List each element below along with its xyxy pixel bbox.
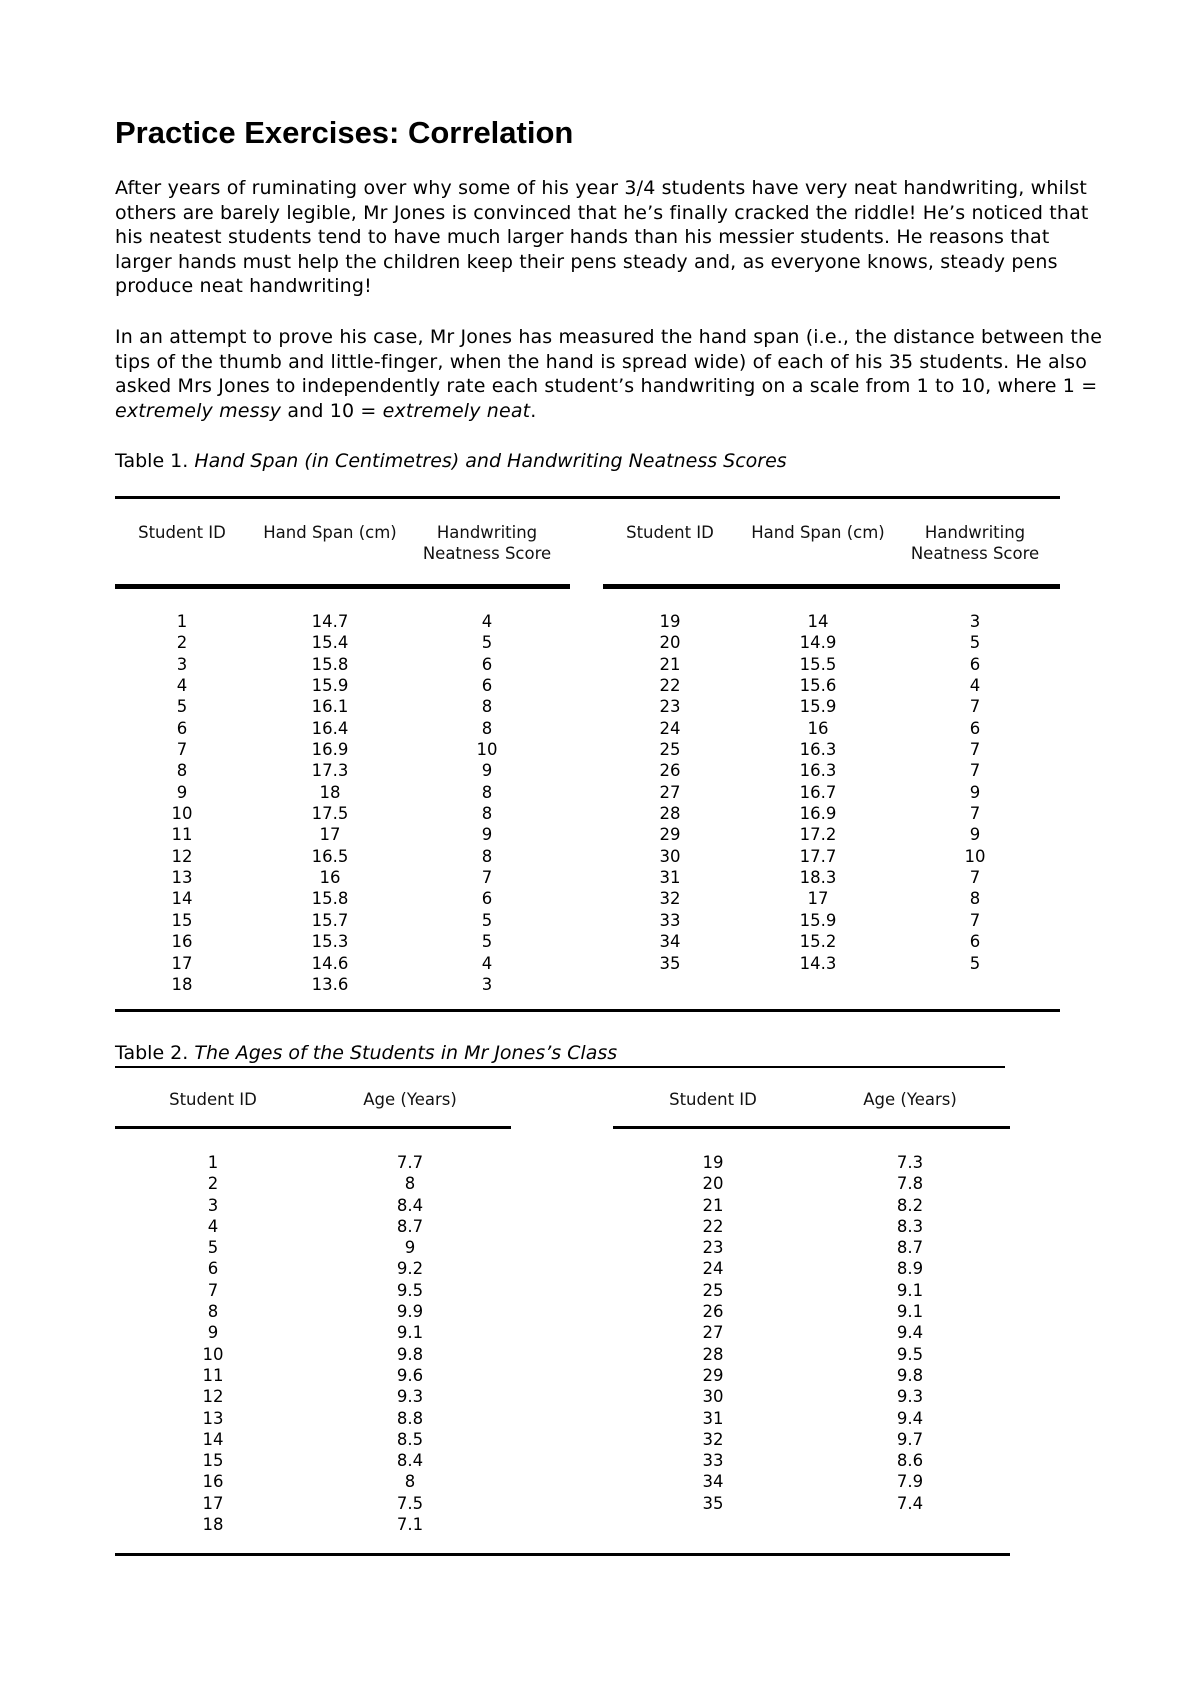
table1-left-hand-span-column (290, 611, 370, 995)
table2-left-id-cell: 7 (207, 1280, 219, 1300)
table2-right-id-cell: 34 (702, 1472, 724, 1492)
table2-left-id-cell: 13 (202, 1408, 224, 1428)
table2-left-age-cell: 9.6 (396, 1365, 424, 1385)
table1-right-id-cell: 27 (659, 782, 681, 802)
table2-right-id-cell: 27 (702, 1323, 724, 1343)
table2-left-id-cell: 12 (202, 1387, 224, 1407)
table1-left-header-neatness (407, 522, 567, 564)
table1-left-hand-span-cell: 15.8 (311, 889, 349, 909)
table2-right-id-cell: 29 (702, 1365, 724, 1385)
table1-left-neatness-cell: 8 (481, 782, 493, 802)
table1-right-hand-span-cell: 14.3 (799, 953, 837, 973)
table2-right-age-cell: 9.8 (896, 1365, 924, 1385)
table2-right-age-cell: 8.6 (896, 1451, 924, 1471)
table2-right-header-rule (613, 1126, 1010, 1129)
method-end: . (530, 399, 537, 422)
scale-low-label: extremely messy (115, 399, 282, 422)
table1-left-id-cell: 8 (176, 761, 188, 781)
table1-right-neatness-cell: 6 (969, 718, 981, 738)
neatness-header-line1: Handwriting (436, 523, 538, 542)
method-text: In an attempt to prove his case, Mr Jones has measured the hand span (i.e., the distance between the tips of the thumb and little-finger, when the hand is spread wide) of each of his 35 students. He also asked Mrs Jones to independently rate each student’s handwriting on a scale from 1 to 10, where 1 = (115, 326, 1103, 398)
table1-left-id-cell: 16 (171, 932, 193, 952)
table1-right-id-cell: 19 (659, 612, 681, 631)
table2-left-age-cell: 8 (404, 1472, 416, 1492)
table2-left-id-cell: 10 (202, 1344, 224, 1364)
table1-title: Hand Span (in Centimetres) and Handwriting Neatness Scores (194, 450, 787, 472)
table1-right-id-cell: 30 (659, 846, 681, 866)
table1-left-hand-span-cell: 16.4 (311, 718, 349, 738)
table1-left-header-hand-span: Hand Span (cm) (263, 523, 397, 542)
table2-left-age-cell: 7.1 (396, 1515, 424, 1535)
table2-right-id-cell: 25 (702, 1280, 724, 1300)
table2-right-id-cell: 33 (702, 1451, 724, 1471)
table1-right-header-neatness (895, 522, 1055, 564)
table1-left-id-cell: 4 (176, 676, 188, 696)
page-title: Practice Exercises: Correlation (115, 115, 574, 150)
table2-right-header-student-id: Student ID (669, 1090, 757, 1109)
table1-left-hand-span-cell: 16 (319, 868, 341, 888)
table1-left-id-cell: 6 (176, 718, 188, 738)
table2-left-id-cell: 2 (207, 1174, 219, 1194)
table2-right-age-cell: 7.8 (896, 1174, 924, 1194)
table1-right-id-cell: 22 (659, 676, 681, 696)
table1-right-id-cell: 24 (659, 718, 681, 738)
table1-right-hand-span-cell: 14.9 (799, 633, 837, 653)
table1-right-neatness-cell: 9 (969, 782, 981, 802)
table1-right-neatness-cell: 6 (969, 654, 981, 674)
table1-left-id-cell: 3 (176, 654, 188, 674)
table1-right-header-hand-span: Hand Span (cm) (751, 523, 885, 542)
table1-right-hand-span-cell: 18.3 (799, 868, 837, 888)
table1-left-id-cell: 18 (171, 974, 193, 994)
table1-left-id-cell: 10 (171, 804, 193, 824)
table2-caption (115, 1040, 1005, 1068)
table1-right-header-student-id: Student ID (626, 523, 714, 542)
table1-right-neatness-column (935, 611, 1015, 974)
method-connector: and 10 = (281, 399, 383, 422)
table2-left-age-cell: 9.2 (396, 1259, 424, 1279)
table2-left-age-cell: 9.1 (396, 1323, 424, 1343)
table2-right-id-cell: 19 (702, 1153, 724, 1172)
table1-left-hand-span-cell: 13.6 (311, 974, 349, 994)
table1-left-neatness-cell: 5 (481, 910, 493, 930)
table1-left-hand-span-cell: 17 (319, 825, 341, 845)
table1-right-hand-span-cell: 16.3 (799, 740, 837, 760)
table1-right-neatness-cell: 7 (969, 740, 981, 760)
table1-right-neatness-cell: 8 (969, 889, 981, 909)
table1-right-neatness-cell: 7 (969, 697, 981, 717)
table1-left-neatness-cell: 4 (481, 953, 493, 973)
neatness-header-line2: Neatness Score (910, 544, 1040, 563)
table2-right-id-cell: 23 (702, 1238, 724, 1258)
table1-left-header-student-id: Student ID (138, 523, 226, 542)
table1-left-hand-span-cell: 15.4 (311, 633, 349, 653)
table2-right-age-cell: 9.3 (896, 1387, 924, 1407)
table2-left-age-cell: 8.4 (396, 1195, 424, 1215)
table1-right-hand-span-cell: 16.7 (799, 782, 837, 802)
table1-right-hand-span-column (778, 611, 858, 974)
table2-right-id-cell: 30 (702, 1387, 724, 1407)
table1-left-hand-span-cell: 15.9 (311, 676, 349, 696)
table1-right-id-cell: 32 (659, 889, 681, 909)
table1-right-neatness-cell: 7 (969, 804, 981, 824)
table1-left-neatness-cell: 8 (481, 697, 493, 717)
table1-left-id-cell: 11 (171, 825, 193, 845)
table1-left-neatness-cell: 3 (481, 974, 493, 994)
table2-title: The Ages of the Students in Mr Jones’s Class (194, 1042, 618, 1064)
table1-left-neatness-cell: 6 (481, 654, 493, 674)
table2-left-age-column (370, 1152, 450, 1535)
table2-left-id-cell: 8 (207, 1302, 219, 1322)
table2-right-age-cell: 9.4 (896, 1408, 924, 1428)
table2-left-header-student-id: Student ID (169, 1090, 257, 1109)
table1-right-hand-span-cell: 15.6 (799, 676, 837, 696)
table1-bottom-rule (115, 1009, 1060, 1012)
table1-right-id-cell: 29 (659, 825, 681, 845)
table2-left-header-age: Age (Years) (363, 1090, 457, 1109)
neatness-header-line2: Neatness Score (422, 544, 552, 563)
table2-left-id-cell: 9 (207, 1323, 219, 1343)
table2-right-age-cell: 9.1 (896, 1302, 924, 1322)
table2-left-age-cell: 8.5 (396, 1429, 424, 1449)
table1-left-hand-span-cell: 15.7 (311, 910, 349, 930)
table1-left-hand-span-cell: 18 (319, 782, 341, 802)
table1-right-id-cell: 23 (659, 697, 681, 717)
table2-right-age-cell: 9.1 (896, 1280, 924, 1300)
table2-right-age-cell: 8.2 (896, 1195, 924, 1215)
table1-caption (115, 449, 787, 473)
table1-left-neatness-cell: 5 (481, 633, 493, 653)
table2-right-age-cell: 7.4 (896, 1493, 924, 1513)
table2-right-age-cell: 8.9 (896, 1259, 924, 1279)
table1-left-neatness-cell: 8 (481, 718, 493, 738)
table1-left-hand-span-cell: 14.6 (311, 953, 349, 973)
table1-left-id-cell: 2 (176, 633, 188, 653)
table1-right-hand-span-cell: 16.9 (799, 804, 837, 824)
table2-left-age-cell: 8.4 (396, 1451, 424, 1471)
table1-right-id-cell: 20 (659, 633, 681, 653)
table1-right-id-cell: 28 (659, 804, 681, 824)
table1-left-neatness-cell: 4 (481, 612, 493, 631)
table2-right-id-cell: 32 (702, 1429, 724, 1449)
table2-left-id-cell: 18 (202, 1515, 224, 1535)
table1-left-id-cell: 12 (171, 846, 193, 866)
table2-left-age-cell: 7.5 (396, 1493, 424, 1513)
table2-left-id-cell: 6 (207, 1259, 219, 1279)
table1-left-hand-span-cell: 15.3 (311, 932, 349, 952)
table2-left-id-cell: 14 (202, 1429, 224, 1449)
method-paragraph (115, 325, 1105, 423)
table2-right-id-cell: 35 (702, 1493, 724, 1513)
table2-right-id-cell: 26 (702, 1302, 724, 1322)
table2-right-id-column (673, 1152, 753, 1514)
table2-right-age-cell: 9.5 (896, 1344, 924, 1364)
table2-left-id-cell: 1 (207, 1153, 219, 1172)
table2-left-age-cell: 8 (404, 1174, 416, 1194)
table1-left-header-rule (115, 584, 570, 589)
table1-left-hand-span-cell: 17.5 (311, 804, 349, 824)
table1-right-neatness-cell: 9 (969, 825, 981, 845)
table1-right-neatness-cell: 5 (969, 633, 981, 653)
table2-right-header-age: Age (Years) (863, 1090, 957, 1109)
table1-left-neatness-cell: 8 (481, 804, 493, 824)
table1-right-neatness-cell: 7 (969, 910, 981, 930)
table1-right-neatness-cell: 7 (969, 868, 981, 888)
table1-right-hand-span-cell: 14 (807, 612, 829, 631)
table1-left-neatness-cell: 6 (481, 889, 493, 909)
table2-right-id-cell: 22 (702, 1216, 724, 1236)
table1-right-neatness-cell: 6 (969, 932, 981, 952)
table2-right-age-column (870, 1152, 950, 1514)
table1-left-hand-span-cell: 16.9 (311, 740, 349, 760)
table2-left-age-cell: 7.7 (396, 1153, 424, 1172)
table1-right-hand-span-cell: 16.3 (799, 761, 837, 781)
table1-left-hand-span-cell: 17.3 (311, 761, 349, 781)
table1-left-neatness-cell: 6 (481, 676, 493, 696)
table1-left-id-cell: 15 (171, 910, 193, 930)
table1-right-hand-span-cell: 16 (807, 718, 829, 738)
table1-left-id-cell: 5 (176, 697, 188, 717)
table2-bottom-rule (115, 1553, 1010, 1556)
table2-left-id-cell: 17 (202, 1493, 224, 1513)
table2-right-age-cell: 9.7 (896, 1429, 924, 1449)
table1-left-neatness-cell: 9 (481, 761, 493, 781)
table1-right-id-cell: 25 (659, 740, 681, 760)
table1-right-id-cell: 21 (659, 654, 681, 674)
intro-paragraph: After years of ruminating over why some of his year 3/4 students have very neat handwriting, whilst others are barely legible, Mr Jones is convinced that he’s finally cracked the riddle! He’s noticed that his neatest students tend to have much larger hands than his messier students. He reasons that larger hands must help the children keep their pens steady and, as everyone knows, steady pens produce neat handwriting! (115, 177, 1089, 298)
table1-label: Table 1. (115, 450, 189, 472)
table1-left-neatness-cell: 7 (481, 868, 493, 888)
table1-right-id-cell: 26 (659, 761, 681, 781)
table1-left-id-cell: 7 (176, 740, 188, 760)
table1-right-header-rule (603, 584, 1060, 589)
table2-left-id-cell: 5 (207, 1238, 219, 1258)
table1-right-neatness-cell: 10 (964, 846, 986, 866)
table1-right-id-cell: 34 (659, 932, 681, 952)
table2-right-age-cell: 7.9 (896, 1472, 924, 1492)
table1-right-id-cell: 31 (659, 868, 681, 888)
table2-left-age-cell: 8.8 (396, 1408, 424, 1428)
table1-left-hand-span-cell: 14.7 (311, 612, 349, 631)
table1-right-neatness-cell: 7 (969, 761, 981, 781)
table2-right-id-cell: 28 (702, 1344, 724, 1364)
table1-right-hand-span-cell: 17.2 (799, 825, 837, 845)
table1-left-neatness-cell: 5 (481, 932, 493, 952)
table1-right-hand-span-cell: 15.9 (799, 910, 837, 930)
table1-right-id-cell: 33 (659, 910, 681, 930)
table1-left-neatness-cell: 10 (476, 740, 498, 760)
table1-left-hand-span-cell: 16.1 (311, 697, 349, 717)
table2-right-id-cell: 31 (702, 1408, 724, 1428)
table1-left-neatness-cell: 9 (481, 825, 493, 845)
table1-left-id-cell: 14 (171, 889, 193, 909)
table2-right-id-cell: 20 (702, 1174, 724, 1194)
table2-left-id-cell: 16 (202, 1472, 224, 1492)
table2-left-age-cell: 8.7 (396, 1216, 424, 1236)
table2-left-id-column (173, 1152, 253, 1535)
table1-right-hand-span-cell: 15.5 (799, 654, 837, 674)
table1-right-id-column (630, 611, 710, 974)
table1-left-id-cell: 9 (176, 782, 188, 802)
table1-left-hand-span-cell: 15.8 (311, 654, 349, 674)
table2-left-id-cell: 3 (207, 1195, 219, 1215)
table2-right-age-cell: 8.3 (896, 1216, 924, 1236)
table2-left-age-cell: 9.9 (396, 1302, 424, 1322)
table1-right-neatness-cell: 5 (969, 953, 981, 973)
table2-label: Table 2. (115, 1042, 189, 1064)
table1-right-hand-span-cell: 15.2 (799, 932, 837, 952)
table2-left-id-cell: 11 (202, 1365, 224, 1385)
table1-left-hand-span-cell: 16.5 (311, 846, 349, 866)
table2-right-age-cell: 7.3 (896, 1153, 924, 1172)
scale-high-label: extremely neat (382, 399, 531, 422)
table2-left-age-cell: 9.5 (396, 1280, 424, 1300)
table1-left-id-cell: 13 (171, 868, 193, 888)
table1-right-neatness-cell: 3 (969, 612, 981, 631)
neatness-header-line1: Handwriting (924, 523, 1026, 542)
table1-right-hand-span-cell: 15.9 (799, 697, 837, 717)
table2-left-header-rule (115, 1126, 511, 1129)
table2-right-id-cell: 24 (702, 1259, 724, 1279)
table1-right-hand-span-cell: 17.7 (799, 846, 837, 866)
table2-right-age-cell: 8.7 (896, 1238, 924, 1258)
table2-left-age-cell: 9.3 (396, 1387, 424, 1407)
table1-right-id-cell: 35 (659, 953, 681, 973)
table2-left-id-cell: 4 (207, 1216, 219, 1236)
table1-right-hand-span-cell: 17 (807, 889, 829, 909)
table2-left-id-cell: 15 (202, 1451, 224, 1471)
table2-left-age-cell: 9.8 (396, 1344, 424, 1364)
table2-right-age-cell: 9.4 (896, 1323, 924, 1343)
table1-right-neatness-cell: 4 (969, 676, 981, 696)
table1-left-id-column (142, 611, 222, 995)
table2-left-age-cell: 9 (404, 1238, 416, 1258)
table1-top-rule (115, 496, 1060, 499)
table1-left-id-cell: 17 (171, 953, 193, 973)
table2-right-id-cell: 21 (702, 1195, 724, 1215)
table1-left-neatness-column (447, 611, 527, 995)
table1-left-id-cell: 1 (176, 612, 188, 631)
table1-left-neatness-cell: 8 (481, 846, 493, 866)
